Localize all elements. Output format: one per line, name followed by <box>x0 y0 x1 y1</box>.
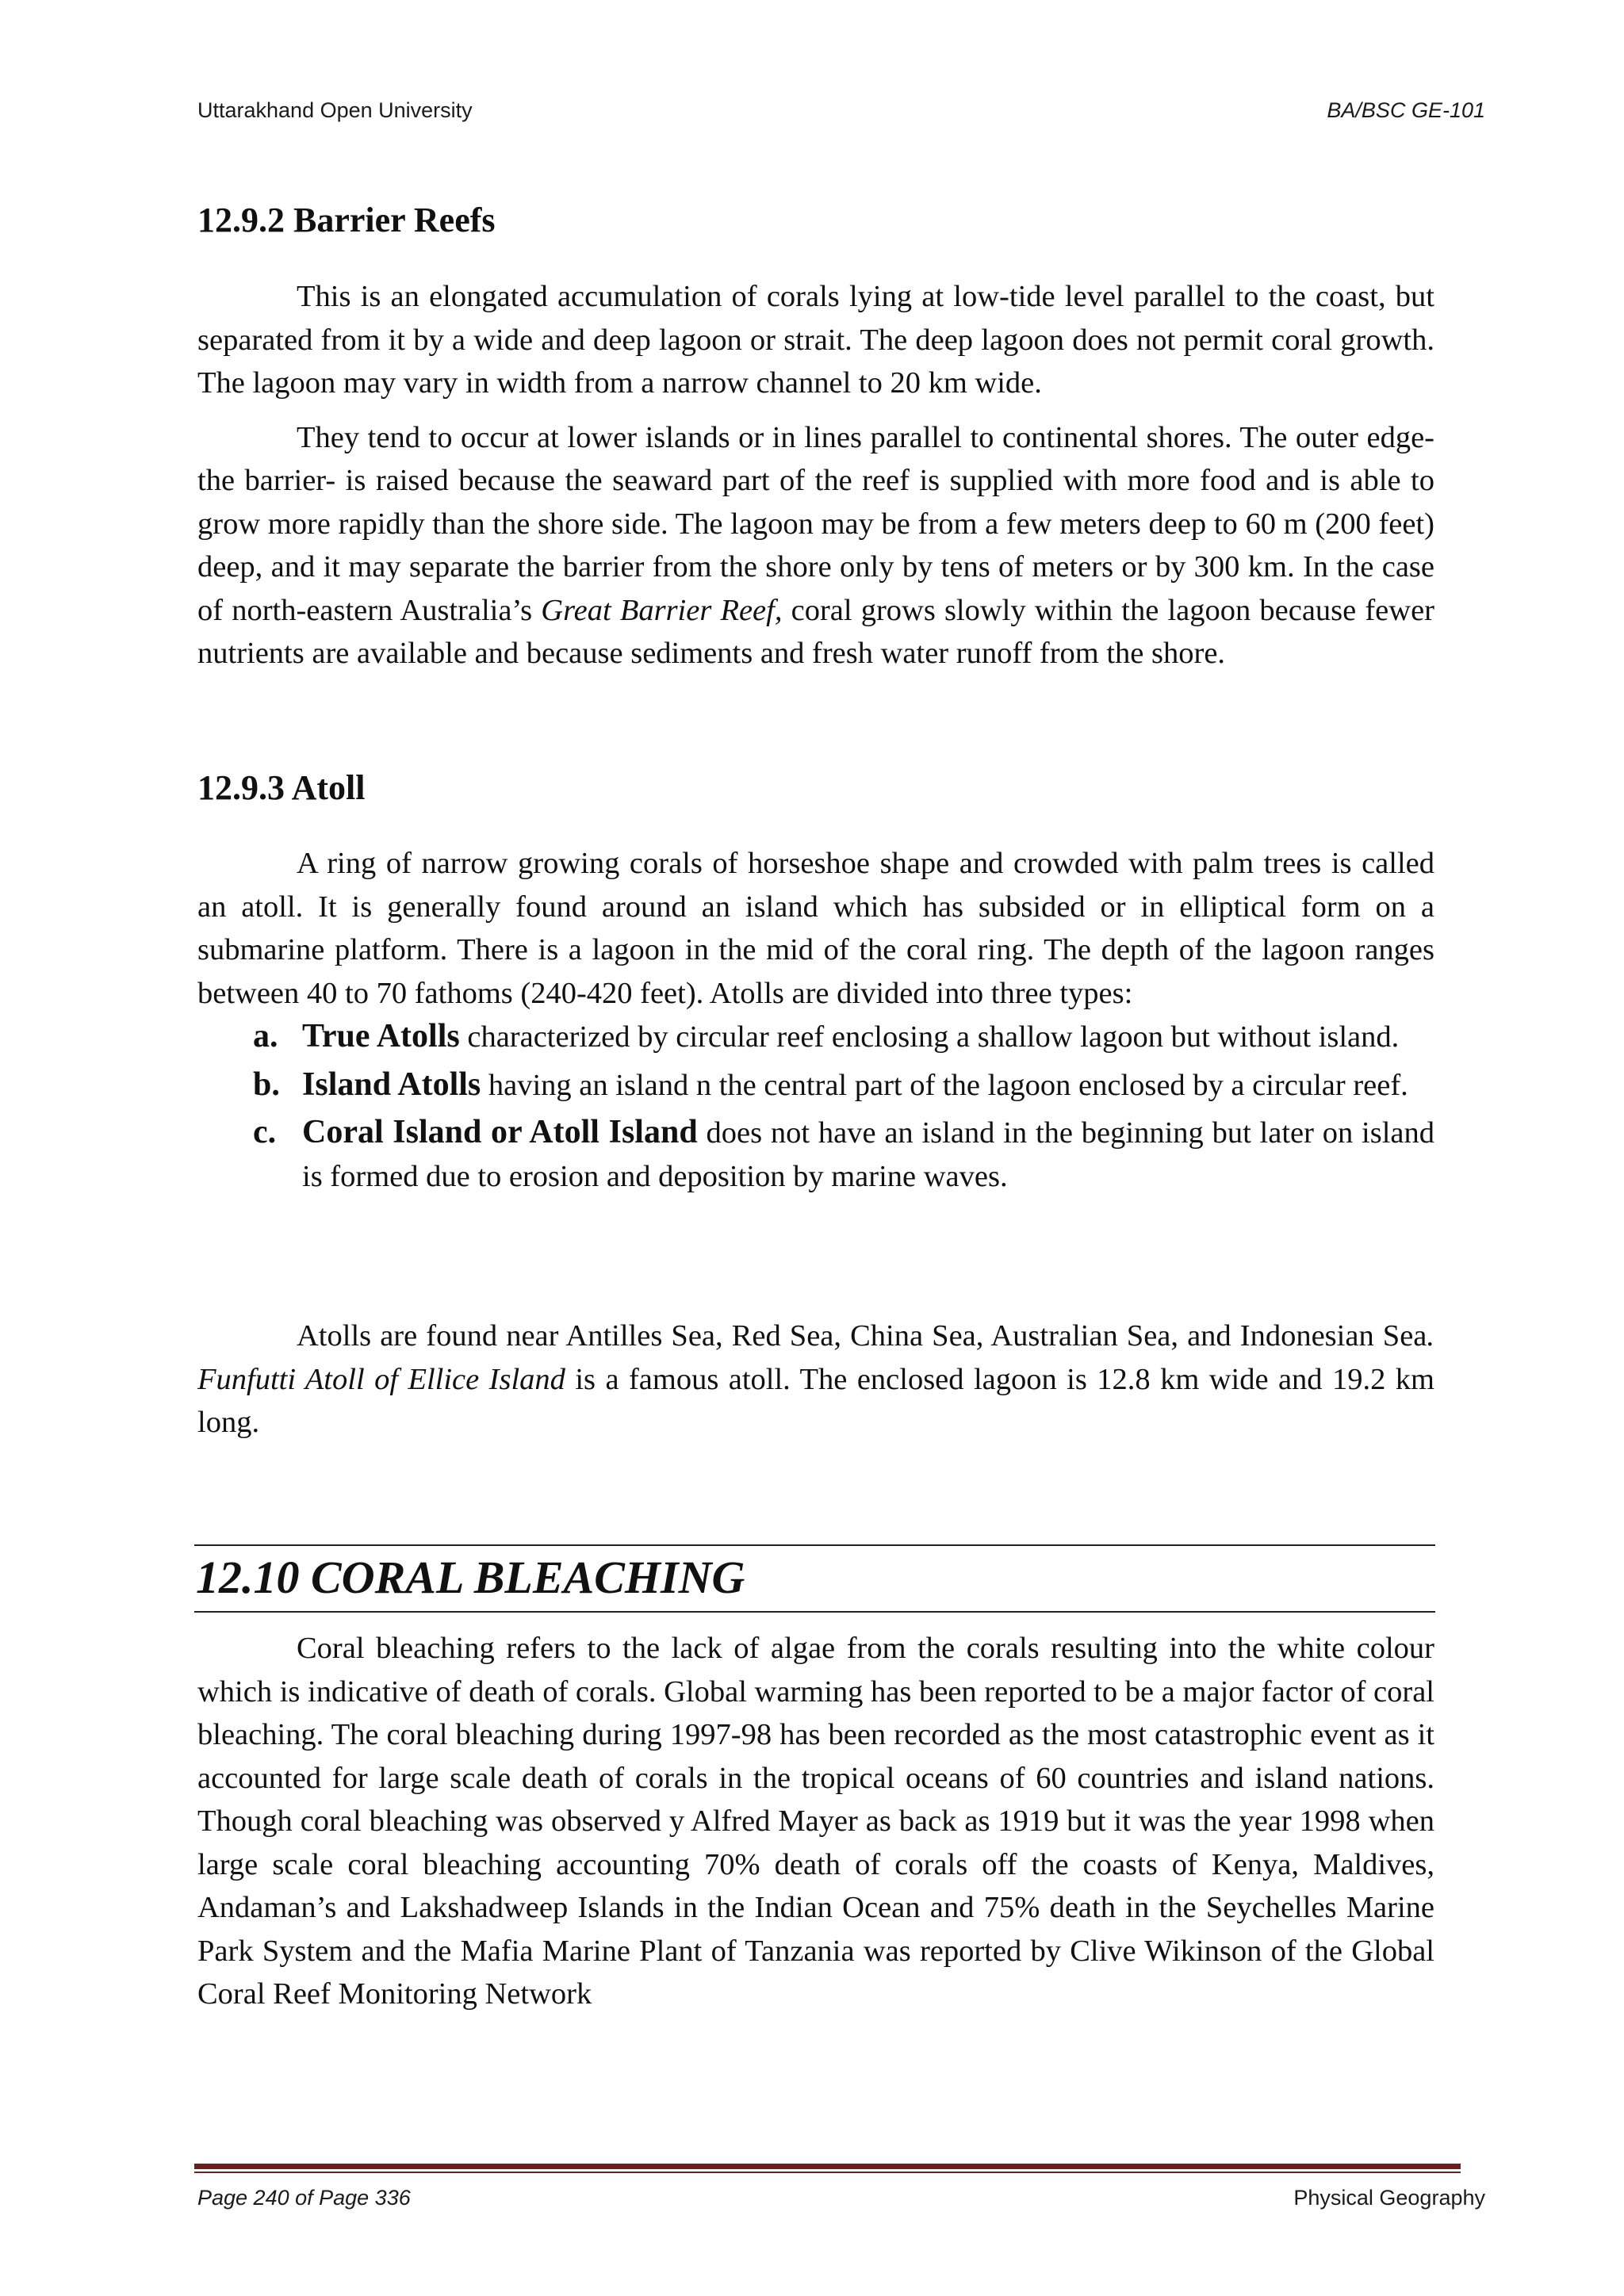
heading-coral-bleaching: 12.10 CORAL BLEACHING <box>196 1552 745 1603</box>
atoll-intro <box>197 842 1434 1015</box>
atoll-para-2-text-b: is a famous atoll. The enclosed lagoon is 12.8 km wide and 19.2 km long. <box>197 1362 1434 1439</box>
barrier-reefs-para-1: This is an elongated accumulation of corals lying at low-tide level parallel to the coast, but separated from it by a wide and deep lagoon or strait. The deep lagoon does not permit coral growth. The lagoon may vary in width from a narrow channel to 20 km wide. <box>197 280 1434 400</box>
atoll-type-marker: b. <box>253 1066 280 1103</box>
footer-page-number: Page 240 of Page 336 <box>197 2186 411 2210</box>
footer-rule-thin <box>194 2172 1461 2173</box>
barrier-reefs-para-2-text-a: They tend to occur at lower islands or in lines parallel to continental shores. The outer edge- the barrier- is raised because the seaward part of the reef is supplied with more food and is able to grow more rapidly than the shore side. The lagoon may be from a few meters deep to 60 m (200 feet) deep, and it may separate the barrier from the shore only by tens of meters or by 300 km. In the case of north-eastern Australia’s <box>197 420 1434 627</box>
heading-atoll: 12.9.3 Atoll <box>197 768 366 807</box>
atoll-type-item <box>197 1111 1434 1198</box>
atoll-type-item <box>197 1015 1434 1059</box>
atoll-para-1: A ring of narrow growing corals of horseshoe shape and crowded with palm trees is called an atoll. It is generally found around an island which has subsided or in elliptical form on a submarine platform. There is a lagoon in the mid of the coral ring. The depth of the lagoon ranges between 40 to 70 fathoms (240-420 feet). Atolls are divided into three types: <box>197 847 1434 1010</box>
atoll-types-list <box>197 1015 1434 1202</box>
atoll-type-term: True Atolls <box>302 1018 460 1054</box>
atoll-type-description: does not have an island in the beginning but later on island is formed due to erosion and deposition by marine waves. <box>302 1116 1435 1193</box>
atoll-para-2-period: . <box>1427 1319 1434 1353</box>
funfutti-atoll-term: Funfutti Atoll of Ellice Island <box>197 1362 565 1396</box>
atoll-type-description: characterized by circular reef enclosing a shallow lagoon but without island. <box>459 1020 1400 1054</box>
atoll-type-marker: a. <box>253 1018 278 1054</box>
header-course-code: BA/BSC GE-101 <box>1327 98 1485 122</box>
footer-subject: Physical Geography <box>1293 2186 1485 2210</box>
section-heading-box <box>194 1544 1435 1613</box>
atoll-type-item <box>197 1063 1434 1108</box>
heading-barrier-reefs: 12.9.2 Barrier Reefs <box>197 201 496 239</box>
atoll-type-description: having an island n the central part of the lagoon enclosed by a circular reef. <box>481 1068 1408 1102</box>
barrier-reefs-body <box>197 275 1434 675</box>
footer-rule-thick <box>194 2164 1461 2169</box>
atoll-type-marker: c. <box>253 1114 277 1150</box>
coral-bleaching-para-1: Coral bleaching refers to the lack of algae from the corals resulting into the white colour which is indicative of death of corals. Global warming has been reported to be a major factor of coral bleaching. The coral bleaching during 1997-98 has been recorded as the most catastrophic event as it accounted for large scale death of corals in the tropical oceans of 60 countries and island nations. Though coral bleaching was observed y Alfred Mayer as back as 1919 but it was the year 1998 when large scale coral bleaching accounting 70% death of corals off the coasts of Kenya, Maldives, Andaman’s and Lakshadweep Islands in the Indian Ocean and 75% death in the Seychelles Marine Park System and the Mafia Marine Plant of Tanzania was reported by Clive Wikinson of the Global Coral Reef Monitoring Network <box>197 1632 1434 2011</box>
atoll-type-term: Coral Island or Atoll Island <box>302 1114 698 1150</box>
barrier-reefs-para-2-text-b: coral grows slowly within the lagoon because fewer nutrients are available and because sediments and fresh water runoff from the shore. <box>197 593 1434 670</box>
atoll-type-term: Island Atolls <box>302 1066 481 1103</box>
atoll-para-2 <box>197 1314 1434 1445</box>
barrier-reefs-para-2 <box>197 416 1434 675</box>
great-barrier-reef-term: Great Barrier Reef, <box>541 593 783 627</box>
coral-bleaching-body <box>197 1627 1434 2016</box>
header-university: Uttarakhand Open University <box>197 98 473 122</box>
atoll-para-2-text-a: Atolls are found near Antilles Sea, Red Sea, China Sea, Australian Sea, and Indonesian Sea <box>297 1319 1427 1353</box>
atoll-closing <box>197 1314 1434 1445</box>
